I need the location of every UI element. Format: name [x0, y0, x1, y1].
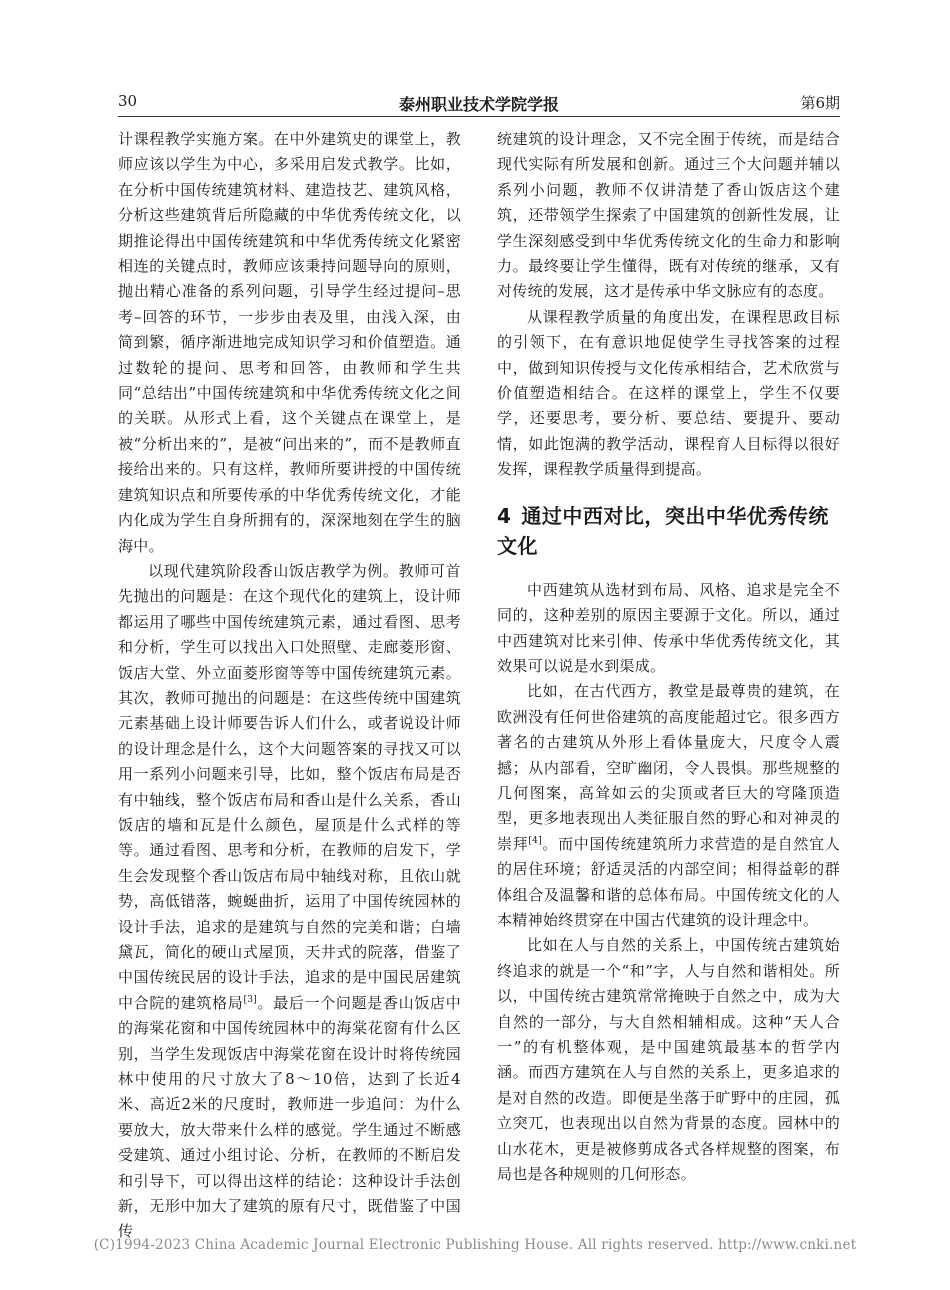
paragraph: 比如在人与自然的关系上，中国传统古建筑始终追求的就是一个“和”字，人与自然和谐相处。所以，中国传统古建筑常常掩映于自然之中，成为大自然的一部分，与大自然相辅相成。这种“天人合一”的有机整体观，是中国建筑最基本的哲学内涵。而西方建筑在人与自然的关系上，更多追求的是对自然的改造。即便是坐落于旷野中的庄园，孤立突兀，也表现出以自然为背景的态度。园林中的山水花木，更是被修剪成各式各样规整的图案，布局也是各种规则的几何形态。 [497, 936, 840, 1184]
journal-title: 泰州职业技术学院学报 [398, 95, 559, 114]
paragraph: 计课程教学实施方案。在中外建筑史的课堂上，教师应该以学生为中心，多采用启发式教学。比如，在分析中国传统建筑材料、建造技艺、建筑风格，分析这些建筑背后所隐藏的中华优秀传统文化，以期推论得出中国传统建筑和中华优秀传统文化紧密相连的关键点时，教师应该秉持问题导向的原则，抛出精心准备的系列问题，引导学生经过提问–思考–回答的环节，一步步由表及里，由浅入深，由简到繁，循序渐进地完成知识学习和价值塑造。通过数轮的提问、思考和回答，由教师和学生共同“总结出”中国传统建筑和中华优秀传统文化之间的关联。从形式上看，这个关键点在课堂上，是被“分析出来的”，是被“问出来的”，而不是教师直接给出来的。只有这样，教师所要讲授的中国传统建筑知识点和所要传承的中华优秀传统文化，才能内化成为学生自身所拥有的，深深地刻在学生的脑海中。 [118, 130, 461, 555]
left-column [118, 127, 461, 1245]
citation-ref[interactable]: [4] [528, 835, 543, 846]
section-number: 4 [497, 503, 512, 528]
copyright-footer: (C)1994-2023 China Academic Journal Electronic Publishing House. All rights reserved. http://www.cnki.net [93, 1237, 857, 1253]
section-heading [497, 501, 840, 561]
paragraph-text: 比如，在古代西方，教堂是最尊贵的建筑，在欧洲没有任何世俗建筑的高度能超过它。很多西方著名的古建筑从外形上看体量庞大，尺度令人震撼；从内部看，空旷幽闭，令人畏惧。那些规整的几何图案，高耸如云的尖顶或者巨大的穹隆顶造型，更多地表现出人类征服自然的野心和对神灵的崇拜 [497, 682, 840, 853]
paragraph [118, 559, 461, 1245]
paragraph [497, 679, 840, 933]
issue-number: 第6期 [800, 94, 840, 112]
right-column [497, 127, 840, 1187]
header-rule [118, 116, 840, 117]
citation-ref[interactable]: [3] [243, 994, 258, 1005]
paragraph: 从课程教学质量的角度出发，在课程思政目标的引领下，在有意识地促使学生寻找答案的过程中，做到知识传授与文化传承相结合，艺术欣赏与价值塑造相结合。在这样的课堂上，学生不仅要学，还要思考，要分析、要总结、要提升、要动情，如此饱满的教学活动，课程育人目标得以很好发挥，课程教学质量得到提高。 [497, 307, 840, 479]
paragraph: 统建筑的设计理念，又不完全囿于传统，而是结合现代实际有所发展和创新。通过三个大问题并辅以系列小问题，教师不仅讲清楚了香山饭店这个建筑，还带领学生探索了中国建筑的创新性发展，让学生深刻感受到中华优秀传统文化的生命力和影响力。最终要让学生懂得，既有对传统的继承，又有对传统的发展，这才是传承中华文脉应有的态度。 [497, 130, 840, 301]
running-header [118, 92, 840, 116]
page-number: 30 [118, 92, 138, 110]
paragraph-text: 以现代建筑阶段香山饭店教学为例。教师可首先抛出的问题是：在这个现代化的建筑上，设计师都运用了哪些中国传统建筑元素，通过看图、思考和分析，学生可以找出入口处照壁、走廊菱形窗、饭店大堂、外立面菱形窗等等中国传统建筑元素。其次，教师可抛出的问题是：在这些传统中国建筑元素基础上设计师要告诉人们什么，或者说设计师的设计理念是什么，这个大问题答案的寻找又可以用一系列小问题来引导，比如，整个饭店布局是否有中轴线，整个饭店布局和香山是什么关系，香山饭店的墙和瓦是什么颜色，屋顶是什么式样的等等。通过看图、思考和分析，在教师的启发下，学生会发现整个香山饭店布局中轴线对称，且依山就势，高低错落，蜿蜒曲折，运用了中国传统园林的设计手法，追求的是建筑与自然的完美和谐；白墙黛瓦，简化的硬山式屋顶，天井式的院落，借鉴了中国传统民居的设计手法，追求的是中国民居建筑中合院的建筑格局 [118, 561, 461, 1012]
paragraph-text: 。而中国传统建筑所力求营造的是自然宜人的居住环境；舒适灵活的内部空间；相得益彰的群体组合及温馨和谐的总体布局。中国传统文化的人本精神始终贯穿在中国古代建筑的设计理念中。 [497, 834, 840, 929]
paragraph: 中西建筑从选材到布局、风格、追求是完全不同的，这种差别的原因主要源于文化。所以，通过中西建筑对比来引伸、传承中华优秀传统文化，其效果可以说是水到渠成。 [497, 580, 840, 675]
paragraph-text: 。最后一个问题是香山饭店中的海棠花窗和中国传统园林中的海棠花窗有什么区别，当学生发现饭店中海棠花窗在设计时将传统园林中使用的尺寸放大了8～10倍，达到了长近4米、高近2米的尺度时，教师进一步追问：为什么要放大，放大带来什么样的感觉。学生通过不断感受建筑、通过小组讨论、分析，在教师的不断启发和引导下，可以得出这样的结论：这种设计手法创新，无形中加大了建筑的原有尺寸，既借鉴了中国传 [118, 993, 461, 1241]
section-title: 通过中西对比，突出中华优秀传统文化 [497, 503, 829, 558]
